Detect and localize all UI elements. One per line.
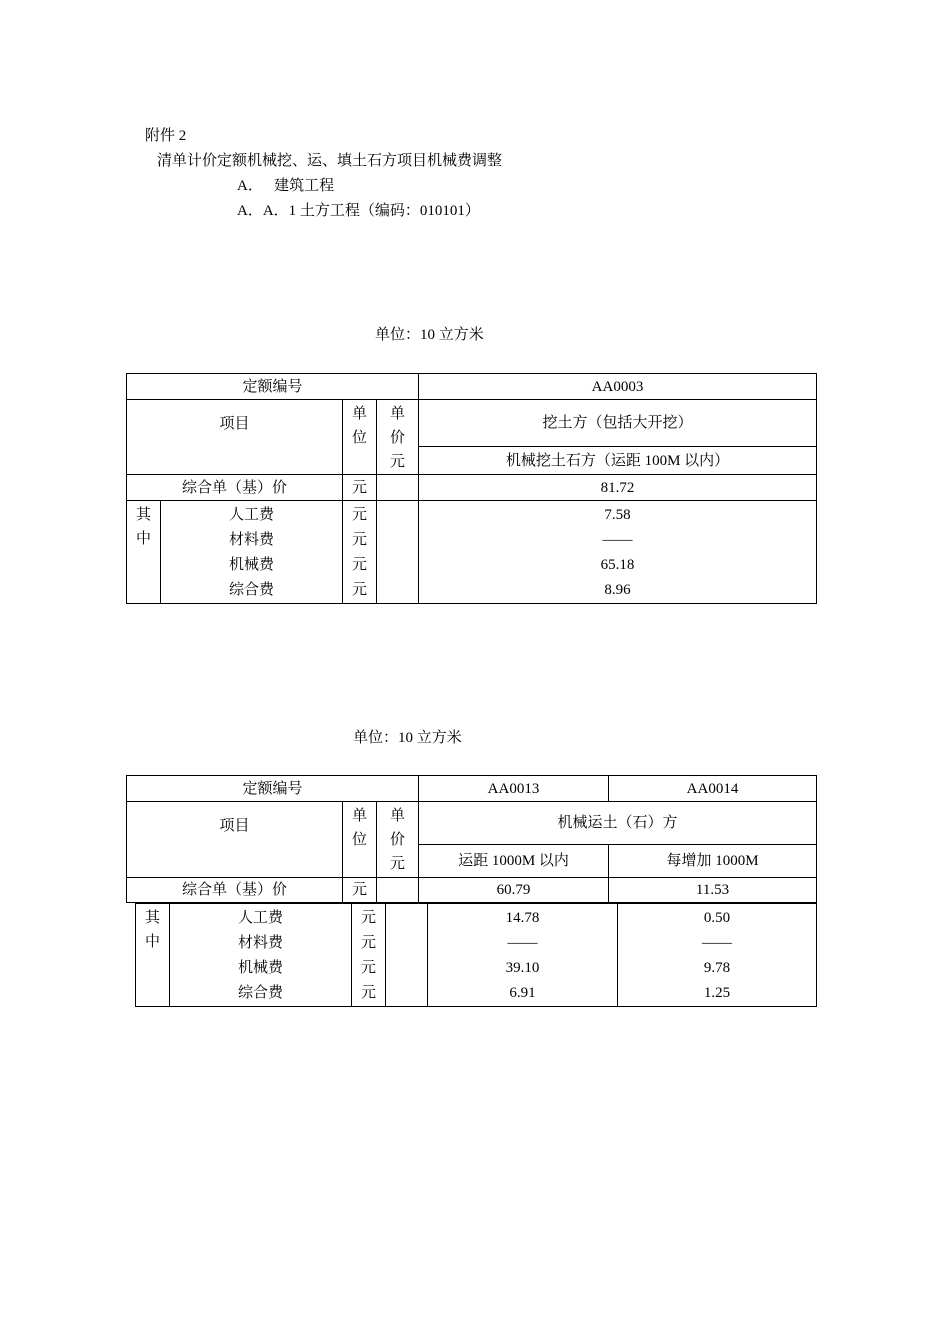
table-row-label: 人工费 — [228, 507, 274, 523]
cost-values — [419, 501, 817, 604]
table-row-label: 材料费 — [237, 935, 283, 951]
table-row-label: 机械费 — [237, 960, 283, 976]
total-price-blank — [377, 475, 419, 501]
table-row-label: 综合费 — [228, 582, 274, 598]
table-cell: —— — [507, 935, 538, 951]
section-a-heading: A． 建筑工程 — [237, 178, 335, 194]
cost-labels — [170, 904, 352, 1007]
section-a1-heading: A．A．1 土方工程（编码：010101） — [237, 203, 480, 219]
quota-code: AA0013 — [419, 776, 609, 802]
table-row-label: 综合费 — [237, 985, 283, 1001]
total-price-value: 81.72 — [419, 475, 817, 501]
total-price-label: 综合单（基）价 — [127, 475, 343, 501]
table-cell: —— — [702, 935, 732, 951]
unit-header: 单 位 — [343, 400, 377, 475]
cost-values-aa0014 — [618, 904, 817, 1007]
quota-code: AA0003 — [419, 374, 817, 400]
table-cell: 6.91 — [509, 985, 536, 1001]
cost-labels — [161, 501, 343, 604]
cost-units: 元 元 元 元 — [352, 904, 386, 1007]
unit-price-header: 单 价 元 — [377, 400, 419, 475]
document-title: 清单计价定额机械挖、运、填土石方项目机械费调整 — [157, 153, 503, 169]
table-cell: 7.58 — [604, 507, 631, 523]
quota-table-aa0003 — [126, 373, 817, 604]
code-label: 定额编号 — [127, 374, 419, 400]
quota-code: AA0014 — [609, 776, 817, 802]
unit-price-header: 单 价 元 — [377, 802, 419, 878]
cost-units: 元 元 元 元 — [343, 501, 377, 604]
item-subname: 机械挖土石方（运距 100M 以内） — [419, 447, 817, 475]
among-label: 其 中 — [136, 904, 170, 1007]
item-label: 项目 — [127, 400, 343, 475]
table-row-label: 材料费 — [228, 532, 274, 548]
quota-table-aa0013-aa0014 — [126, 775, 817, 903]
total-price-value: 11.53 — [609, 878, 817, 903]
table-row-label: 机械费 — [228, 557, 274, 573]
table-cell: 9.78 — [703, 960, 731, 976]
cost-price-blank — [386, 904, 428, 1007]
table-row-label: 人工费 — [237, 910, 283, 926]
unit-header: 单 位 — [343, 802, 377, 878]
item-subname: 运距 1000M 以内 — [419, 845, 609, 878]
table-cell: 65.18 — [600, 557, 635, 573]
code-label: 定额编号 — [127, 776, 419, 802]
total-price-label: 综合单（基）价 — [127, 878, 343, 903]
cost-values-aa0013 — [428, 904, 618, 1007]
table-cell: 8.96 — [604, 582, 631, 598]
table2-unit-note: 单位：10 立方米 — [353, 730, 462, 746]
item-subname: 每增加 1000M — [609, 845, 817, 878]
table1-unit-note: 单位：10 立方米 — [375, 327, 484, 343]
table-cell: 1.25 — [703, 985, 731, 1001]
cost-price-blank — [377, 501, 419, 604]
total-price-unit: 元 — [343, 878, 377, 903]
item-name: 机械运土（石）方 — [419, 802, 817, 845]
attachment-label: 附件 2 — [145, 128, 187, 144]
item-label: 项目 — [127, 802, 343, 878]
table-cell: 14.78 — [505, 910, 540, 926]
table-cell: 0.50 — [703, 910, 731, 926]
total-price-unit: 元 — [343, 475, 377, 501]
total-price-value: 60.79 — [419, 878, 609, 903]
total-price-blank — [377, 878, 419, 903]
table-cell: 39.10 — [505, 960, 540, 976]
table-cell: —— — [602, 532, 633, 548]
item-name: 挖土方（包括大开挖） — [419, 400, 817, 447]
among-label: 其 中 — [127, 501, 161, 604]
quota-table-2-breakdown — [135, 903, 817, 1007]
